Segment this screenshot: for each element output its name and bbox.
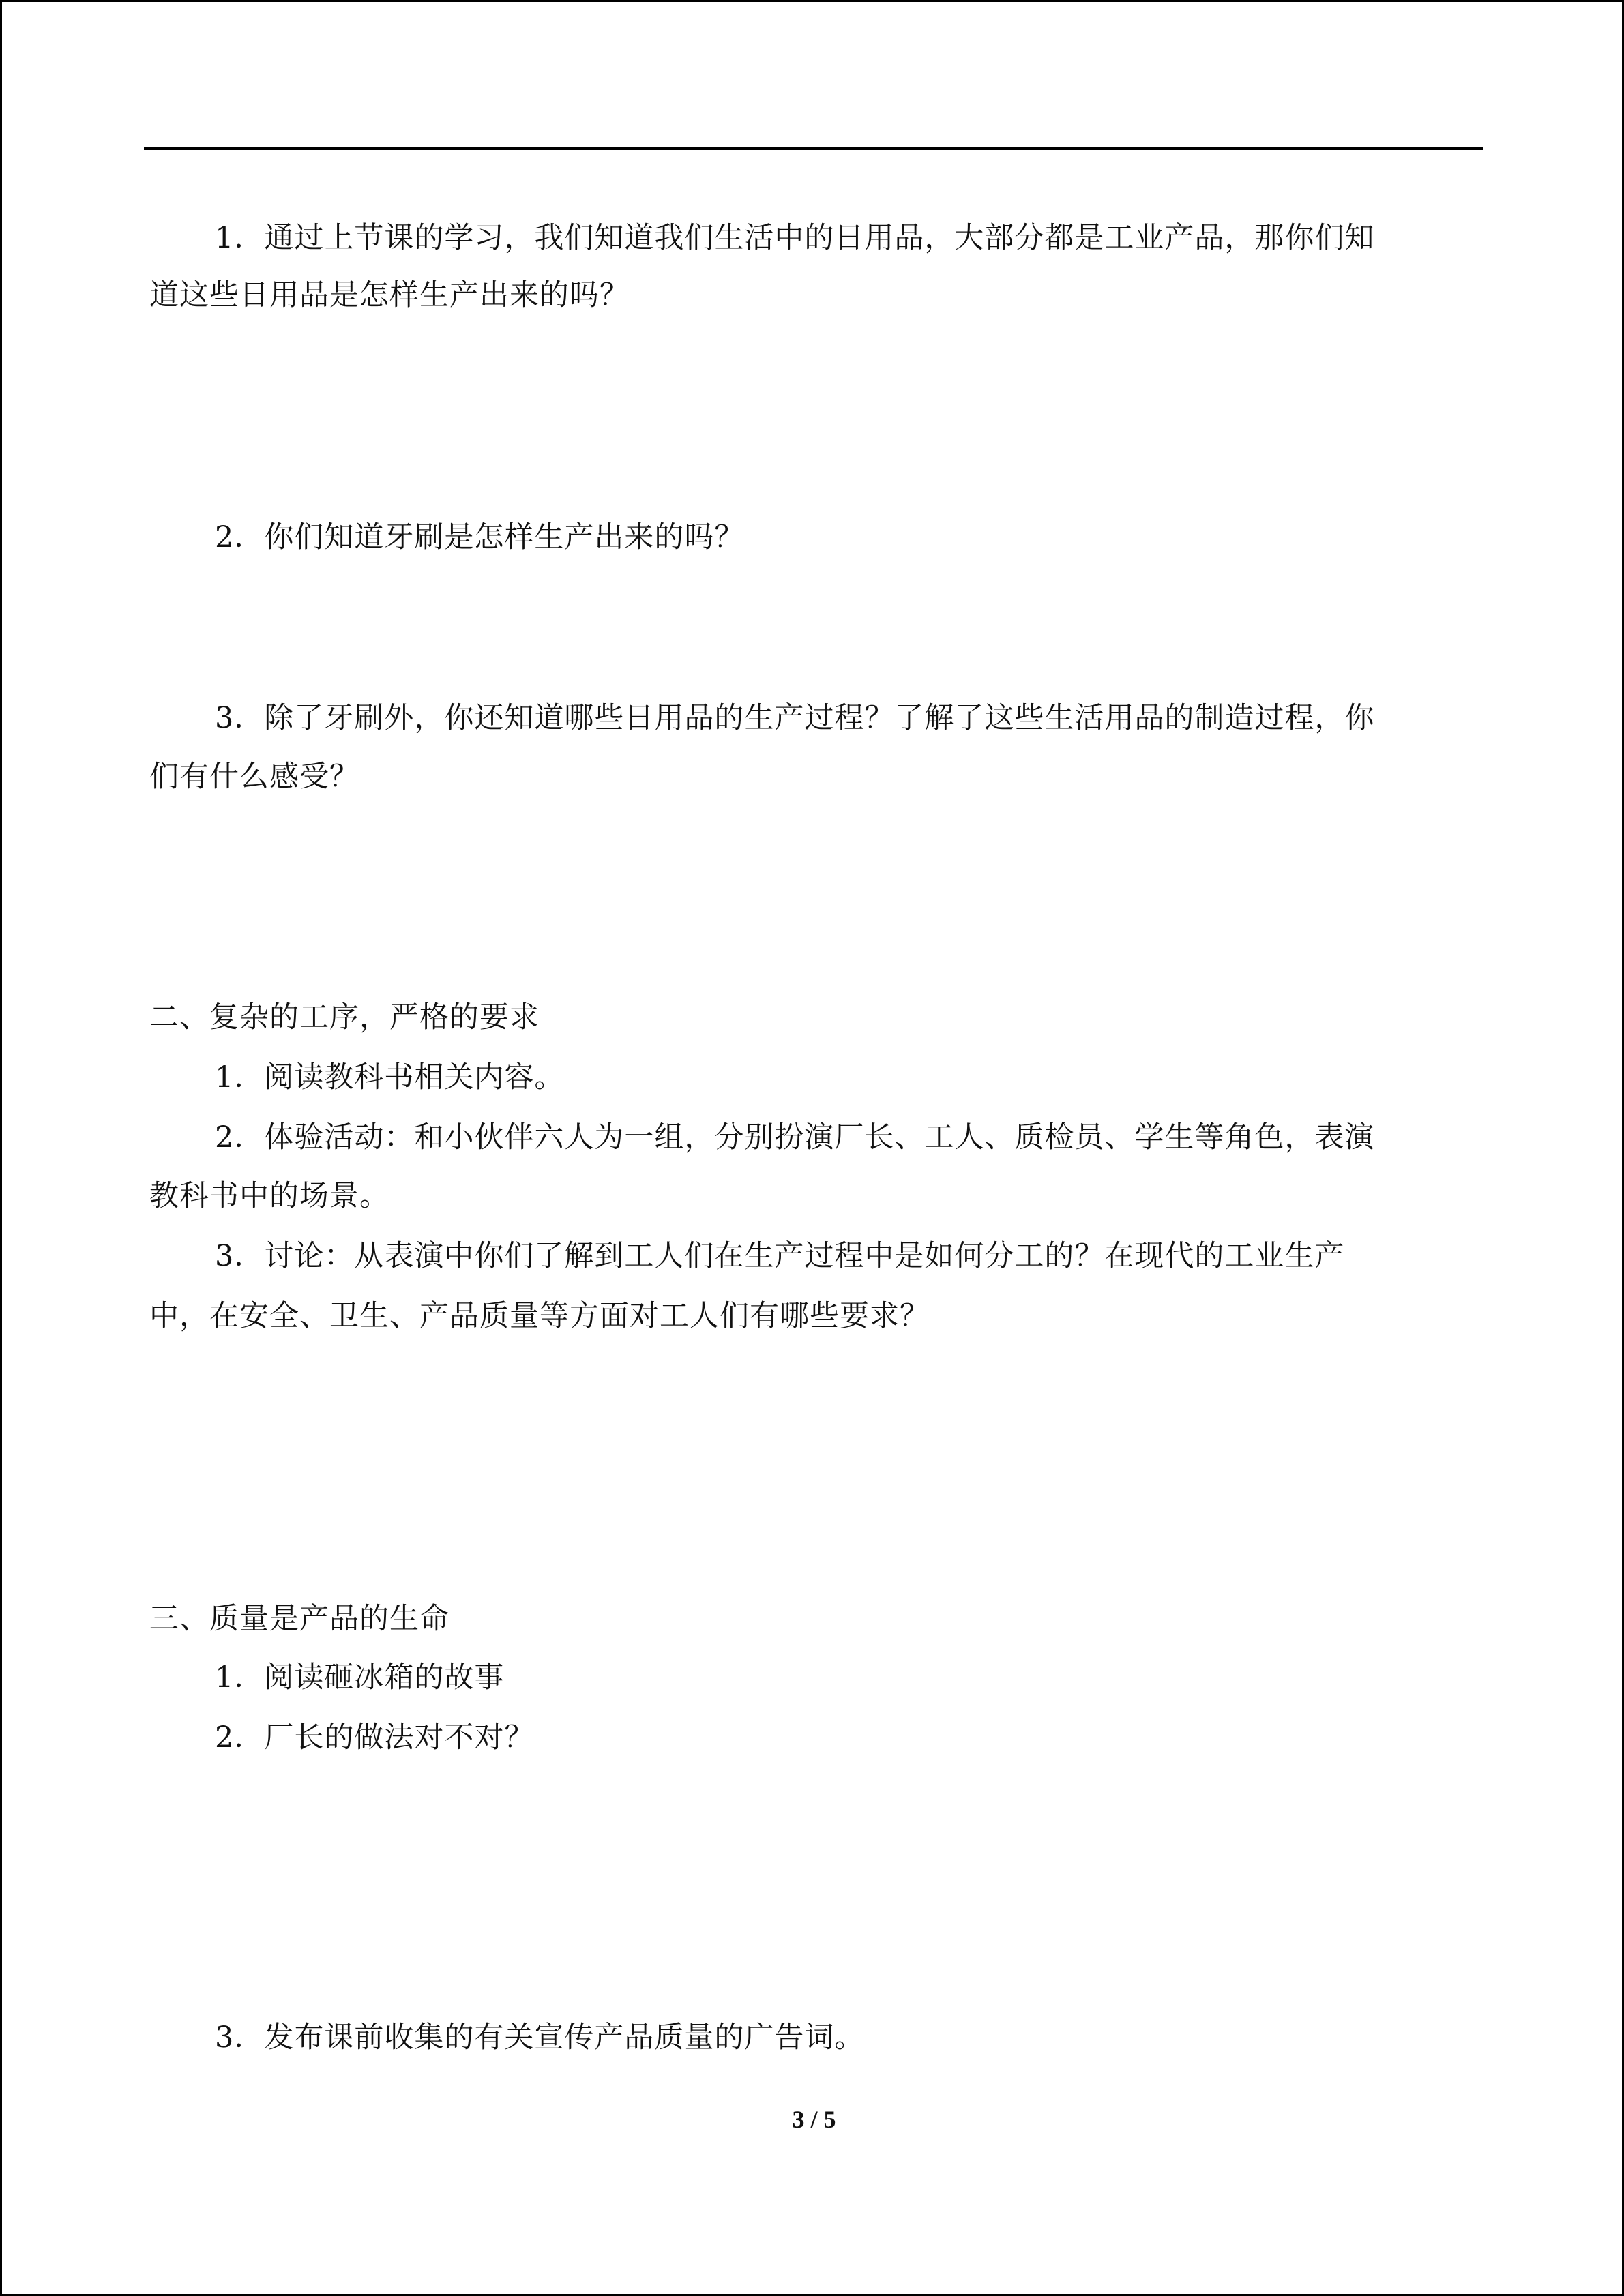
- section-3-item-1: 1．阅读砸冰箱的故事: [215, 1660, 505, 1695]
- section-2-item-3-line-1: 3．讨论：从表演中你们了解到工人们在生产过程中是如何分工的？在现代的工业生产: [215, 1239, 1345, 1273]
- section-2-item-2-line-2: 教科书中的场景。: [149, 1179, 389, 1213]
- question-1-line-1: 1．通过上节课的学习，我们知道我们生活中的日用品，大部分都是工业产品，那你们知: [215, 221, 1375, 255]
- section-2-heading: 二、复杂的工序，严格的要求: [149, 1000, 540, 1034]
- question-3-line-2: 们有什么感受？: [149, 760, 359, 794]
- question-1-line-2: 道这些日用品是怎样生产出来的吗？: [149, 278, 630, 312]
- section-3-item-2: 2．厂长的做法对不对？: [215, 1720, 535, 1755]
- section-3-heading: 三、质量是产品的生命: [149, 1602, 449, 1636]
- question-3-line-1: 3．除了牙刷外，你还知道哪些日用品的生产过程？了解了这些生活用品的制造过程，你: [215, 701, 1375, 735]
- question-2: 2．你们知道牙刷是怎样生产出来的吗？: [215, 520, 745, 554]
- section-2-item-3-line-2: 中，在安全、卫生、产品质量等方面对工人们有哪些要求？: [149, 1299, 930, 1333]
- page-number: 3 / 5: [792, 2106, 836, 2133]
- header-rule: [144, 147, 1483, 150]
- section-2-item-2-line-1: 2．体验活动：和小伙伴六人为一组，分别扮演厂长、工人、质检员、学生等角色，表演: [215, 1120, 1375, 1154]
- section-2-item-1: 1．阅读教科书相关内容。: [215, 1060, 565, 1094]
- section-3-item-3: 3．发布课前收集的有关宣传产品质量的广告词。: [215, 2021, 865, 2055]
